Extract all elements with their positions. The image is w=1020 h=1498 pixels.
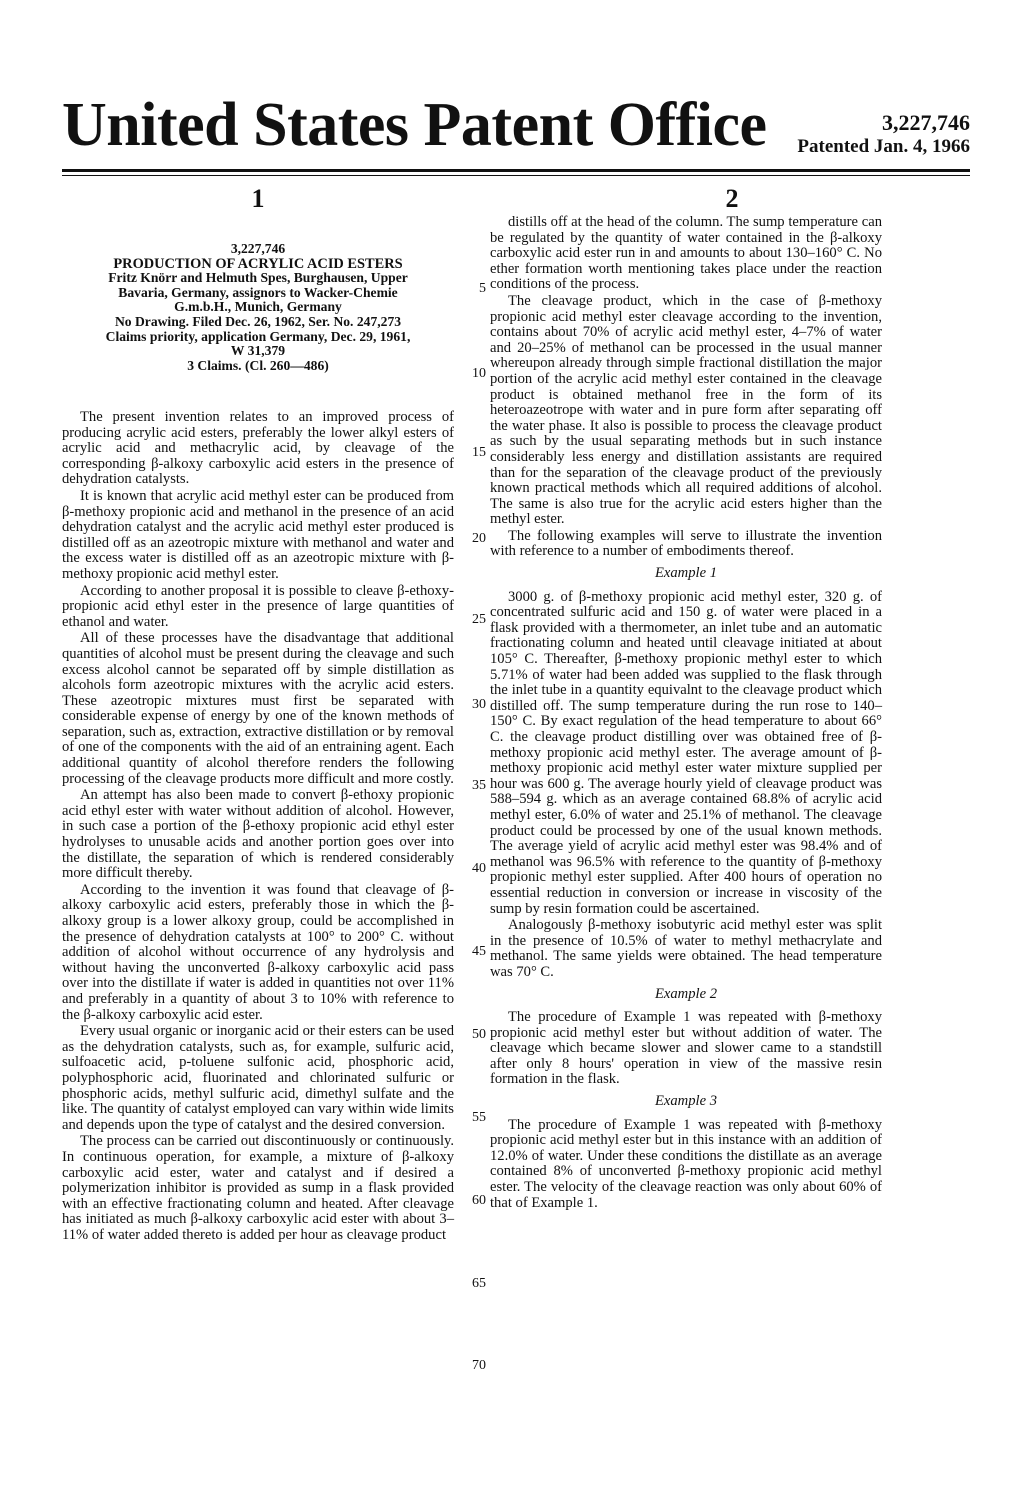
line-number: 40 (472, 861, 486, 876)
paragraph: The procedure of Example 1 was repeated with β-methoxy propionic acid methyl ester but without addition of water. The cleavage which became slower and slower came to a standstill after only 8 hours' operation in view of the massive resin formation in the flask. (490, 1009, 882, 1088)
patent-header-block (62, 242, 454, 373)
paragraph: The procedure of Example 1 was repeated with β-methoxy propionic acid methyl ester but in this instance with an addition of 12.0% of water. Under these conditions the distillate as an average contained 8% of unconverted β-methoxy propionic acid methyl ester. The velocity of the cleavage reaction was only about 60% of that of Example 1. (490, 1116, 882, 1211)
right-column-body (490, 215, 882, 1211)
line-number: 70 (472, 1358, 486, 1373)
paragraph: The following examples will serve to illustrate the invention with reference to a number of embodiments thereof. (490, 527, 882, 560)
patent-number: 3,227,746 (882, 110, 970, 135)
paragraph: The process can be carried out discontinuously or continuously. In continuous operation, for example, a mixture of β-alkoxy carboxylic acid ester, water and catalyst and if desired a polymerization inhibitor is provided as sump in a flask provided with an effective fractionating column and heated. After cleavage has initiated as much β-alkoxy carboxylic acid ester with about 3–11% of water added thereto is added per hour as cleavage product (62, 1133, 454, 1243)
line-number: 15 (472, 445, 486, 460)
paragraph: distills off at the head of the column. The sump temperature can be regulated by the quantity of water contained in the β-alkoxy carboxylic acid ester run in and amounts to about 130–160° C. No ether formation worth mentioning takes place under the reaction conditions of the process. (490, 214, 882, 293)
line-number: 5 (479, 281, 486, 296)
paragraph: The present invention relates to an improved process of producing acrylic acid esters, preferably the lower alkyl esters of acrylic acid and methacrylic acid, by cleavage of the corresponding β-alkoxy carboxylic acid esters in the presence of dehydration catalysts. (62, 409, 454, 488)
line-number: 50 (472, 1027, 486, 1042)
line-numbers (452, 0, 492, 1498)
classification: (Cl. 260—486) (244, 357, 329, 373)
paragraph: According to the invention it was found that cleavage of β-alkoxy carboxylic acid esters, preferably those in which the β-alkoxy group is a lower alkoxy group, could be accomplished in the presence of dehydration catalysts at 100° to 200° C. without addition of alcohol without occurrence of any hydrolysis and without having the unconverted β-alkoxy carboxylic acid pass over into the distillate if water is added in quantities not over 11% and preferably in a quantity of about 3 to 10% with reference to the β-alkoxy carboxylic acid ester. (62, 881, 454, 1023)
line-number: 35 (472, 778, 486, 793)
line-number: 20 (472, 531, 486, 546)
masthead-title: United States Patent Office (62, 91, 767, 159)
claims-count: 3 Claims. (187, 357, 242, 373)
filing-info: No Drawing. Filed Dec. 26, 1962, Ser. No. 247,273 (114, 313, 402, 329)
priority-line-1: Claims priority, application Germany, Dec. 29, 1961, (105, 328, 411, 344)
example-3-heading: Example 3 (654, 1093, 717, 1110)
column-number-right: 2 (725, 184, 739, 213)
inventors-line-3: G.m.b.H., Munich, Germany (174, 299, 342, 315)
claims-line (62, 359, 454, 374)
example-1-heading: Example 1 (654, 565, 717, 582)
header-rule (62, 169, 970, 172)
left-column-body (62, 410, 454, 1243)
line-number: 55 (472, 1110, 486, 1125)
column-number-left: 1 (251, 184, 265, 213)
paragraph: According to another proposal it is possible to cleave β-ethoxy-propionic acid ethyl ester in the presence of large quantities of ethanol and water. (62, 582, 454, 630)
patented-date: Patented Jan. 4, 1966 (797, 136, 970, 157)
line-number: 60 (472, 1193, 486, 1208)
paragraph: All of these processes have the disadvantage that additional quantities of alcohol must be present during the cleavage and such excess alcohol cannot be separated off by simple distillation as alcohols form azeotropic mixtures with the acrylic acid esters. These azeotropic mixtures must first be separated with considerable expense of energy by one of the known methods of separation, such as, extraction, extractive distillation or by removal of one of the components with the aid of an entraining agent. Each additional quantity of alcohol therefore renders the following processing of the cleavage products more difficult and more costly. (62, 630, 454, 787)
paragraph: It is known that acrylic acid methyl ester can be produced from β-methoxy propionic acid and methanol in the presence of an acid dehydration catalyst and the acrylic acid methyl ester produced is distilled off as an azeotropic mixture with methanol and water and the excess water is distilled off as an azeotropic mixture with β-methoxy propionic acid methyl ester. (62, 487, 454, 582)
inventors-line-2: Bavaria, Germany, assignors to Wacker-Chemie (118, 284, 398, 300)
header-patent-number: 3,227,746 (230, 241, 286, 256)
paragraph: 3000 g. of β-methoxy propionic acid methyl ester, 320 g. of concentrated sulfuric acid and 150 g. of water were placed in a flask provided with a thermometer, an inlet tube and an automatic fractionating column and heated until cleavage initiated at about 105° C. Thereafter, β-methoxy propionic methyl ester to which 5.71% of water had been added was supplied to the flask through the inlet tube in a quantity equivalnt to the cleavage product which distilled off. The sump temperature during the run rose to 140–150° C. By exact regulation of the head temperature to about 66° C. the cleavage product distilling over was obtained free of β-methoxy propionic acid methyl ester. The average amount of β-methoxy propionic acid methyl ester water mixture supplied per hour was 600 g. The average hourly yield of cleavage product was 588–594 g. which as an average contained 68.8% of acrylic acid methyl ester, 6.0% of water and 25.1% of methanol. The cleavage product could be processed by one of the usual known methods. The average yield of acrylic acid methyl ester was 98.4% and of methanol was 96.5% with reference to the quantity of β-methoxy propionic methyl ester supplied. After 400 hours of operation no essential reduction in conversion or increase in viscosity of the sump by resin formation could be ascertained. (490, 588, 882, 917)
paragraph: Every usual organic or inorganic acid or their esters can be used as the dehydration catalysts, such as, for example, sulfuric acid, sulfoacetic acid, p-toluene sulfonic acid, phosphoric acid, polyphosphoric acid, fluorinated and chlorinated sulfuric or phosphoric acids, methyl sulfuric acid, dimethyl sulfate and the like. The quantity of catalyst employed can vary within wide limits and depends upon the type of catalyst and the desired conversion. (62, 1023, 454, 1133)
line-number: 65 (472, 1276, 486, 1291)
patent-title: PRODUCTION OF ACRYLIC ACID ESTERS (113, 255, 403, 272)
example-2-heading: Example 2 (654, 985, 717, 1002)
inventors-line-1: Fritz Knörr and Helmuth Spes, Burghausen, Upper (108, 270, 408, 286)
header-rule-thin (62, 175, 970, 176)
line-number: 10 (472, 366, 486, 381)
line-number: 45 (472, 944, 486, 959)
line-number: 30 (472, 697, 486, 712)
priority-line-2: W 31,379 (230, 343, 286, 359)
line-number: 25 (472, 612, 486, 627)
paragraph: An attempt has also been made to convert β-ethoxy propionic acid ethyl ester with water without addition of alcohol. However, in such case a portion of the β-ethoxy propionic acid ethyl ester hydrolyses to unusable acids and another portion goes over into the distillate, the separation of which is rendered considerably more difficult thereby. (62, 787, 454, 882)
paragraph: Analogously β-methoxy isobutyric acid methyl ester was split in the presence of 10.5% of water to methyl methacrylate and methanol. The same yields were obtained. The head temperature was 70° C. (490, 917, 882, 980)
paragraph: The cleavage product, which in the case of β-methoxy propionic acid methyl ester cleavage according to the invention, contains about 70% of acrylic acid methyl ester, 4–7% of water and 20–25% of methanol can be processed in the usual manner whereupon already through simple fractional distillation the major portion of the acrylic acid methyl ester contained in the cleavage product is obtained methanol free in the form of its heteroazeotrope with water and in pure form after separating off the water phase. It also is possible to process the cleavage product as such by the usual separating methods but in such instance considerably less energy and distillation assistants are required than for the separation of the cleavage product of the previously known practical methods which all required additions of alcohol. The same is also true for the acrylic acid esters higher than the methyl ester. (490, 292, 882, 528)
